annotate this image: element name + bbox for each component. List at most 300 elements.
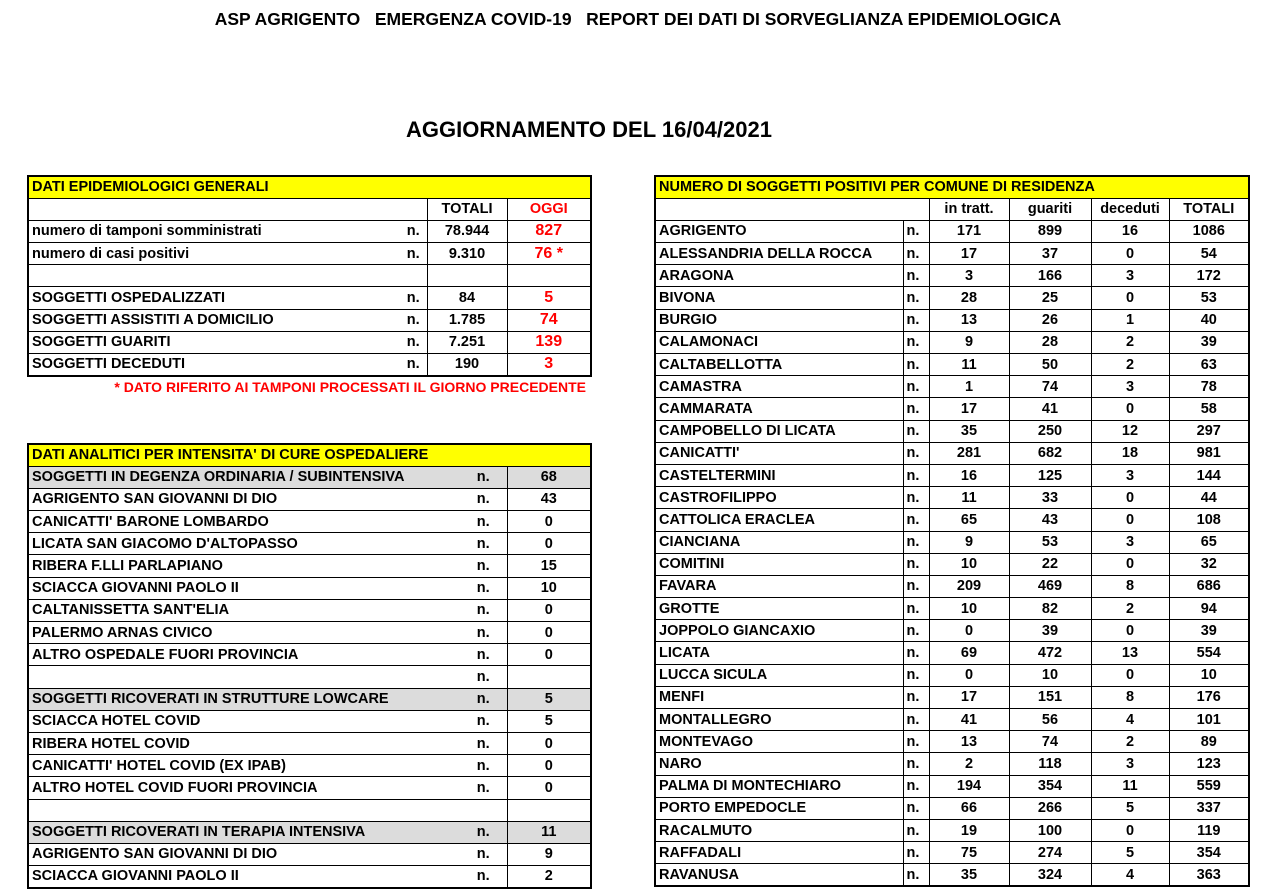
comune-name: AGRIGENTO bbox=[655, 220, 903, 242]
analytic-label: SCIACCA HOTEL COVID bbox=[28, 710, 460, 732]
analytic-n: n. bbox=[460, 688, 507, 710]
comune-row bbox=[655, 287, 1249, 309]
comune-guariti: 10 bbox=[1009, 664, 1091, 686]
comune-name: COMITINI bbox=[655, 553, 903, 575]
analytic-value: 0 bbox=[507, 511, 591, 533]
comune-guariti: 41 bbox=[1009, 398, 1091, 420]
comune-row bbox=[655, 376, 1249, 398]
general-row bbox=[28, 287, 591, 309]
analytic-value: 10 bbox=[507, 577, 591, 599]
comune-totali: 297 bbox=[1169, 420, 1249, 442]
comune-totali: 123 bbox=[1169, 753, 1249, 775]
comune-name: CAMMARATA bbox=[655, 398, 903, 420]
analytic-n: n. bbox=[460, 866, 507, 888]
comune-in-tratt: 11 bbox=[929, 354, 1009, 376]
comune-name: CASTROFILIPPO bbox=[655, 487, 903, 509]
comune-row bbox=[655, 553, 1249, 575]
comune-deceduti: 13 bbox=[1091, 642, 1169, 664]
comune-deceduti: 11 bbox=[1091, 775, 1169, 797]
general-n: n. bbox=[400, 287, 427, 309]
comune-totali: 54 bbox=[1169, 243, 1249, 265]
comune-deceduti: 16 bbox=[1091, 220, 1169, 242]
general-totali: 190 bbox=[427, 354, 507, 376]
comune-row bbox=[655, 731, 1249, 753]
general-label: SOGGETTI OSPEDALIZZATI bbox=[28, 287, 400, 309]
comune-totali: 39 bbox=[1169, 620, 1249, 642]
analytic-value: 0 bbox=[507, 777, 591, 799]
comune-in-tratt: 17 bbox=[929, 243, 1009, 265]
general-data-title: DATI EPIDEMIOLOGICI GENERALI bbox=[28, 176, 591, 198]
comune-n: n. bbox=[903, 420, 929, 442]
comune-row bbox=[655, 598, 1249, 620]
comune-n: n. bbox=[903, 331, 929, 353]
comune-in-tratt: 35 bbox=[929, 420, 1009, 442]
comune-in-tratt: 209 bbox=[929, 575, 1009, 597]
comune-in-tratt: 0 bbox=[929, 664, 1009, 686]
comune-in-tratt: 65 bbox=[929, 509, 1009, 531]
comune-totali: 1086 bbox=[1169, 220, 1249, 242]
comune-in-tratt: 75 bbox=[929, 842, 1009, 864]
comune-totali: 44 bbox=[1169, 487, 1249, 509]
comune-n: n. bbox=[903, 398, 929, 420]
comune-name: CAMPOBELLO DI LICATA bbox=[655, 420, 903, 442]
analytic-n: n. bbox=[460, 755, 507, 777]
analytic-label: PALERMO ARNAS CIVICO bbox=[28, 622, 460, 644]
general-totali: 84 bbox=[427, 287, 507, 309]
comune-name: CALAMONACI bbox=[655, 331, 903, 353]
comune-totali: 10 bbox=[1169, 664, 1249, 686]
general-row bbox=[28, 243, 591, 265]
general-n: n. bbox=[400, 309, 427, 331]
analytic-label bbox=[28, 799, 507, 821]
col-deceduti: deceduti bbox=[1091, 198, 1169, 220]
analytic-n: n. bbox=[460, 466, 507, 488]
analytic-label: SCIACCA GIOVANNI PAOLO II bbox=[28, 577, 460, 599]
general-oggi: 5 bbox=[507, 287, 591, 309]
general-totali: 1.785 bbox=[427, 309, 507, 331]
comune-deceduti: 0 bbox=[1091, 664, 1169, 686]
analytic-value: 9 bbox=[507, 843, 591, 865]
analytic-value: 0 bbox=[507, 533, 591, 555]
analytic-value: 0 bbox=[507, 644, 591, 666]
analytic-group-row bbox=[28, 688, 591, 710]
comune-deceduti: 0 bbox=[1091, 243, 1169, 265]
comune-totali: 176 bbox=[1169, 686, 1249, 708]
analytic-value bbox=[507, 666, 591, 688]
comune-deceduti: 2 bbox=[1091, 354, 1169, 376]
comune-n: n. bbox=[903, 775, 929, 797]
comune-name: BURGIO bbox=[655, 309, 903, 331]
analytic-row bbox=[28, 666, 591, 688]
comune-n: n. bbox=[903, 819, 929, 841]
comune-n: n. bbox=[903, 309, 929, 331]
analytic-value: 0 bbox=[507, 599, 591, 621]
analytic-label: ALTRO HOTEL COVID FUORI PROVINCIA bbox=[28, 777, 460, 799]
comune-totali: 337 bbox=[1169, 797, 1249, 819]
general-label bbox=[28, 265, 427, 287]
general-row bbox=[28, 354, 591, 376]
analytic-label: LICATA SAN GIACOMO D'ALTOPASSO bbox=[28, 533, 460, 555]
comune-in-tratt: 16 bbox=[929, 464, 1009, 486]
analytic-value: 5 bbox=[507, 710, 591, 732]
comune-in-tratt: 0 bbox=[929, 620, 1009, 642]
comune-name: NARO bbox=[655, 753, 903, 775]
comune-name: MENFI bbox=[655, 686, 903, 708]
general-data-table bbox=[27, 175, 592, 377]
analytic-row bbox=[28, 777, 591, 799]
analytic-row bbox=[28, 577, 591, 599]
analytic-label: SCIACCA GIOVANNI PAOLO II bbox=[28, 866, 460, 888]
comune-n: n. bbox=[903, 864, 929, 886]
comune-in-tratt: 2 bbox=[929, 753, 1009, 775]
comune-guariti: 118 bbox=[1009, 753, 1091, 775]
comune-row bbox=[655, 243, 1249, 265]
comune-name: GROTTE bbox=[655, 598, 903, 620]
analytic-value: 15 bbox=[507, 555, 591, 577]
comune-in-tratt: 69 bbox=[929, 642, 1009, 664]
general-oggi bbox=[507, 265, 591, 287]
general-n: n. bbox=[400, 220, 427, 242]
comune-in-tratt: 19 bbox=[929, 819, 1009, 841]
analytic-row bbox=[28, 599, 591, 621]
general-oggi: 74 bbox=[507, 309, 591, 331]
comune-row bbox=[655, 442, 1249, 464]
comune-deceduti: 3 bbox=[1091, 265, 1169, 287]
comune-deceduti: 12 bbox=[1091, 420, 1169, 442]
comune-deceduti: 3 bbox=[1091, 464, 1169, 486]
comune-row bbox=[655, 398, 1249, 420]
comune-deceduti: 0 bbox=[1091, 398, 1169, 420]
col-in-tratt: in tratt. bbox=[929, 198, 1009, 220]
analytic-n: n. bbox=[460, 599, 507, 621]
comune-guariti: 50 bbox=[1009, 354, 1091, 376]
comune-row bbox=[655, 864, 1249, 886]
comune-deceduti: 2 bbox=[1091, 598, 1169, 620]
comune-guariti: 166 bbox=[1009, 265, 1091, 287]
comune-deceduti: 8 bbox=[1091, 575, 1169, 597]
general-n: n. bbox=[400, 354, 427, 376]
comune-deceduti: 0 bbox=[1091, 620, 1169, 642]
comune-n: n. bbox=[903, 731, 929, 753]
comune-in-tratt: 171 bbox=[929, 220, 1009, 242]
comune-name: CIANCIANA bbox=[655, 531, 903, 553]
analytic-row bbox=[28, 533, 591, 555]
comune-totali: 63 bbox=[1169, 354, 1249, 376]
comune-n: n. bbox=[903, 642, 929, 664]
comune-totali: 981 bbox=[1169, 442, 1249, 464]
analytic-n: n. bbox=[460, 488, 507, 510]
analytic-label: RIBERA HOTEL COVID bbox=[28, 732, 460, 754]
analytic-group-row bbox=[28, 466, 591, 488]
comune-name: ALESSANDRIA DELLA ROCCA bbox=[655, 243, 903, 265]
comune-deceduti: 3 bbox=[1091, 531, 1169, 553]
general-totali: 78.944 bbox=[427, 220, 507, 242]
comune-name: PORTO EMPEDOCLE bbox=[655, 797, 903, 819]
analytic-row bbox=[28, 555, 591, 577]
comune-deceduti: 0 bbox=[1091, 509, 1169, 531]
comune-totali: 53 bbox=[1169, 287, 1249, 309]
comune-row bbox=[655, 819, 1249, 841]
comune-totali: 554 bbox=[1169, 642, 1249, 664]
comune-n: n. bbox=[903, 664, 929, 686]
general-n: n. bbox=[400, 331, 427, 353]
comune-n: n. bbox=[903, 243, 929, 265]
analytic-n: n. bbox=[460, 555, 507, 577]
comuni-table bbox=[654, 175, 1250, 887]
comune-row bbox=[655, 575, 1249, 597]
general-row bbox=[28, 331, 591, 353]
comune-guariti: 354 bbox=[1009, 775, 1091, 797]
col-totali: TOTALI bbox=[427, 198, 507, 220]
analytic-n: n. bbox=[460, 666, 507, 688]
comune-guariti: 74 bbox=[1009, 731, 1091, 753]
comune-in-tratt: 3 bbox=[929, 265, 1009, 287]
comune-n: n. bbox=[903, 287, 929, 309]
comune-in-tratt: 9 bbox=[929, 531, 1009, 553]
comune-row bbox=[655, 709, 1249, 731]
analytic-label: AGRIGENTO SAN GIOVANNI DI DIO bbox=[28, 843, 460, 865]
comune-deceduti: 0 bbox=[1091, 819, 1169, 841]
comune-n: n. bbox=[903, 620, 929, 642]
analytic-row bbox=[28, 622, 591, 644]
general-totali: 7.251 bbox=[427, 331, 507, 353]
analytic-value: 0 bbox=[507, 755, 591, 777]
analytic-n: n. bbox=[460, 777, 507, 799]
comune-row bbox=[655, 753, 1249, 775]
comune-guariti: 469 bbox=[1009, 575, 1091, 597]
comune-in-tratt: 66 bbox=[929, 797, 1009, 819]
comune-row bbox=[655, 309, 1249, 331]
analytic-data-title: DATI ANALITICI PER INTENSITA' DI CURE OSPEDALIERE bbox=[28, 444, 591, 466]
analytic-value: 5 bbox=[507, 688, 591, 710]
comune-row bbox=[655, 220, 1249, 242]
analytic-row bbox=[28, 710, 591, 732]
comune-deceduti: 3 bbox=[1091, 753, 1169, 775]
comune-deceduti: 0 bbox=[1091, 487, 1169, 509]
comune-n: n. bbox=[903, 686, 929, 708]
comune-row bbox=[655, 775, 1249, 797]
comune-n: n. bbox=[903, 531, 929, 553]
comune-totali: 32 bbox=[1169, 553, 1249, 575]
analytic-group-row bbox=[28, 821, 591, 843]
comune-n: n. bbox=[903, 575, 929, 597]
comune-totali: 58 bbox=[1169, 398, 1249, 420]
comune-deceduti: 5 bbox=[1091, 797, 1169, 819]
comuni-header-row bbox=[655, 198, 1249, 220]
comune-n: n. bbox=[903, 509, 929, 531]
analytic-n: n. bbox=[460, 644, 507, 666]
comune-row bbox=[655, 620, 1249, 642]
analytic-row bbox=[28, 511, 591, 533]
comune-in-tratt: 13 bbox=[929, 309, 1009, 331]
analytic-row bbox=[28, 799, 591, 821]
comune-name: RACALMUTO bbox=[655, 819, 903, 841]
comune-deceduti: 5 bbox=[1091, 842, 1169, 864]
comune-totali: 78 bbox=[1169, 376, 1249, 398]
comune-n: n. bbox=[903, 265, 929, 287]
comune-in-tratt: 17 bbox=[929, 398, 1009, 420]
general-data-panel bbox=[27, 175, 592, 377]
comune-in-tratt: 1 bbox=[929, 376, 1009, 398]
general-row bbox=[28, 220, 591, 242]
comune-totali: 686 bbox=[1169, 575, 1249, 597]
analytic-n: n. bbox=[460, 821, 507, 843]
col-oggi: OGGI bbox=[507, 198, 591, 220]
comune-n: n. bbox=[903, 220, 929, 242]
general-oggi: 76 * bbox=[507, 243, 591, 265]
col-totali-comuni: TOTALI bbox=[1169, 198, 1249, 220]
comune-name: RAVANUSA bbox=[655, 864, 903, 886]
comune-deceduti: 4 bbox=[1091, 864, 1169, 886]
analytic-row bbox=[28, 732, 591, 754]
general-oggi: 3 bbox=[507, 354, 591, 376]
comune-totali: 65 bbox=[1169, 531, 1249, 553]
comune-name: JOPPOLO GIANCAXIO bbox=[655, 620, 903, 642]
comune-name: MONTALLEGRO bbox=[655, 709, 903, 731]
comune-name: LICATA bbox=[655, 642, 903, 664]
analytic-value: 11 bbox=[507, 821, 591, 843]
analytic-n: n. bbox=[460, 843, 507, 865]
analytic-value: 68 bbox=[507, 466, 591, 488]
comune-guariti: 28 bbox=[1009, 331, 1091, 353]
comune-totali: 89 bbox=[1169, 731, 1249, 753]
comune-totali: 119 bbox=[1169, 819, 1249, 841]
analytic-value: 0 bbox=[507, 622, 591, 644]
comune-in-tratt: 10 bbox=[929, 598, 1009, 620]
analytic-label: AGRIGENTO SAN GIOVANNI DI DIO bbox=[28, 488, 460, 510]
comune-deceduti: 8 bbox=[1091, 686, 1169, 708]
analytic-n: n. bbox=[460, 533, 507, 555]
general-label: SOGGETTI ASSISTITI A DOMICILIO bbox=[28, 309, 400, 331]
analytic-n: n. bbox=[460, 732, 507, 754]
comune-guariti: 682 bbox=[1009, 442, 1091, 464]
comune-totali: 40 bbox=[1169, 309, 1249, 331]
comune-n: n. bbox=[903, 376, 929, 398]
analytic-row bbox=[28, 843, 591, 865]
general-totali bbox=[427, 265, 507, 287]
comune-name: FAVARA bbox=[655, 575, 903, 597]
comune-row bbox=[655, 420, 1249, 442]
comune-row bbox=[655, 664, 1249, 686]
analytic-label: SOGGETTI RICOVERATI IN TERAPIA INTENSIVA bbox=[28, 821, 460, 843]
comune-guariti: 25 bbox=[1009, 287, 1091, 309]
comune-in-tratt: 28 bbox=[929, 287, 1009, 309]
comune-name: LUCCA SICULA bbox=[655, 664, 903, 686]
comune-n: n. bbox=[903, 487, 929, 509]
analytic-label: CALTANISSETTA SANT'ELIA bbox=[28, 599, 460, 621]
general-header-row bbox=[28, 198, 591, 220]
general-label: numero di casi positivi bbox=[28, 243, 400, 265]
comune-row bbox=[655, 797, 1249, 819]
comune-n: n. bbox=[903, 354, 929, 376]
analytic-label: RIBERA F.LLI PARLAPIANO bbox=[28, 555, 460, 577]
comune-totali: 363 bbox=[1169, 864, 1249, 886]
comune-guariti: 125 bbox=[1009, 464, 1091, 486]
comune-n: n. bbox=[903, 797, 929, 819]
comune-guariti: 100 bbox=[1009, 819, 1091, 841]
comune-name: CANICATTI' bbox=[655, 442, 903, 464]
comune-totali: 172 bbox=[1169, 265, 1249, 287]
analytic-value: 0 bbox=[507, 732, 591, 754]
general-row bbox=[28, 309, 591, 331]
analytic-n: n. bbox=[460, 622, 507, 644]
comune-row bbox=[655, 265, 1249, 287]
comune-in-tratt: 17 bbox=[929, 686, 1009, 708]
comune-guariti: 39 bbox=[1009, 620, 1091, 642]
col-guariti: guariti bbox=[1009, 198, 1091, 220]
comune-guariti: 324 bbox=[1009, 864, 1091, 886]
comune-n: n. bbox=[903, 464, 929, 486]
comune-row bbox=[655, 487, 1249, 509]
analytic-data-panel bbox=[27, 443, 592, 889]
comune-deceduti: 18 bbox=[1091, 442, 1169, 464]
general-oggi: 139 bbox=[507, 331, 591, 353]
general-n: n. bbox=[400, 243, 427, 265]
comune-totali: 101 bbox=[1169, 709, 1249, 731]
comune-guariti: 56 bbox=[1009, 709, 1091, 731]
comune-deceduti: 4 bbox=[1091, 709, 1169, 731]
comune-n: n. bbox=[903, 598, 929, 620]
comune-totali: 39 bbox=[1169, 331, 1249, 353]
comune-in-tratt: 10 bbox=[929, 553, 1009, 575]
comune-deceduti: 0 bbox=[1091, 287, 1169, 309]
comune-in-tratt: 9 bbox=[929, 331, 1009, 353]
analytic-row bbox=[28, 866, 591, 888]
comune-deceduti: 2 bbox=[1091, 331, 1169, 353]
comune-row bbox=[655, 642, 1249, 664]
footnote: * DATO RIFERITO AI TAMPONI PROCESSATI IL GIORNO PRECEDENTE bbox=[114, 379, 586, 395]
comune-guariti: 22 bbox=[1009, 553, 1091, 575]
comune-row bbox=[655, 509, 1249, 531]
comune-guariti: 37 bbox=[1009, 243, 1091, 265]
comune-row bbox=[655, 531, 1249, 553]
comune-guariti: 43 bbox=[1009, 509, 1091, 531]
analytic-label: SOGGETTI RICOVERATI IN STRUTTURE LOWCARE bbox=[28, 688, 460, 710]
analytic-value: 2 bbox=[507, 866, 591, 888]
comune-n: n. bbox=[903, 553, 929, 575]
comune-guariti: 82 bbox=[1009, 598, 1091, 620]
analytic-label: ALTRO OSPEDALE FUORI PROVINCIA bbox=[28, 644, 460, 666]
comune-in-tratt: 281 bbox=[929, 442, 1009, 464]
comune-deceduti: 3 bbox=[1091, 376, 1169, 398]
comune-in-tratt: 13 bbox=[929, 731, 1009, 753]
analytic-row bbox=[28, 755, 591, 777]
comune-name: RAFFADALI bbox=[655, 842, 903, 864]
comuni-title: NUMERO DI SOGGETTI POSITIVI PER COMUNE DI RESIDENZA bbox=[655, 176, 1249, 198]
comune-n: n. bbox=[903, 709, 929, 731]
comuni-panel bbox=[654, 175, 1250, 887]
comune-name: MONTEVAGO bbox=[655, 731, 903, 753]
analytic-label: CANICATTI' BARONE LOMBARDO bbox=[28, 511, 460, 533]
comune-name: BIVONA bbox=[655, 287, 903, 309]
comune-row bbox=[655, 464, 1249, 486]
analytic-row bbox=[28, 644, 591, 666]
comune-name: ARAGONA bbox=[655, 265, 903, 287]
comune-name: PALMA DI MONTECHIARO bbox=[655, 775, 903, 797]
comune-row bbox=[655, 686, 1249, 708]
comune-guariti: 250 bbox=[1009, 420, 1091, 442]
comune-row bbox=[655, 354, 1249, 376]
comune-guariti: 74 bbox=[1009, 376, 1091, 398]
comune-deceduti: 1 bbox=[1091, 309, 1169, 331]
comune-guariti: 472 bbox=[1009, 642, 1091, 664]
analytic-n: n. bbox=[460, 511, 507, 533]
comune-in-tratt: 11 bbox=[929, 487, 1009, 509]
comune-guariti: 899 bbox=[1009, 220, 1091, 242]
comune-deceduti: 2 bbox=[1091, 731, 1169, 753]
comune-guariti: 33 bbox=[1009, 487, 1091, 509]
comune-n: n. bbox=[903, 842, 929, 864]
